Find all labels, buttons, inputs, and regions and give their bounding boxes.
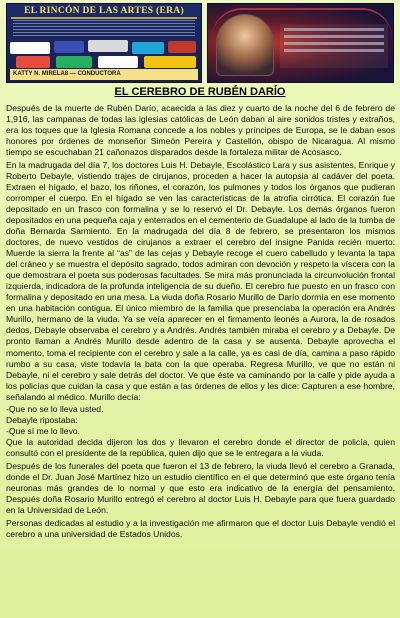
- sponsor-logo: [16, 56, 50, 68]
- sponsor-logo: [98, 56, 138, 68]
- article-body: [6, 103, 395, 541]
- sponsor-logo: [54, 41, 84, 53]
- portrait-image: [216, 14, 274, 76]
- article-paragraph: Personas dedicadas al estudio y a la investigación me afirmaron que el doctor Luis Debayle vendió el cerebro a una universidad de Estados Unidos.: [6, 517, 395, 539]
- article-paragraph: Después de los funerales del poeta que fueron el 13 de febrero, la viuda llevó el cerebro a Granada, donde el Dr. Juan José Martínez hizo un estudio científico en el que determinó que este órgano tenía neuronas más grandes de lo normal y que esto era indicativo de la energía del pensamiento. Después doña Rosario Murillo entregó el cerebro al doctor Luis H. Debayle para que fuera guardado en la Universidad de León.: [6, 461, 395, 516]
- sponsor-logo: [88, 40, 128, 52]
- dialogue-line: -Que no se lo lleva usted.: [6, 404, 104, 415]
- banner-footer: KATTY N. MIRELA8 — CONDUCTORA: [10, 69, 198, 80]
- article-heading: EL CEREBRO DE RUBÉN DARÍO: [114, 86, 286, 98]
- article-paragraph: Que la autoridad decida dijeron los dos y llevaron el cerebro donde el director de policía, quien consultó con el presidente de la república, quien dijo que se le entregara a la viuda.: [6, 437, 395, 459]
- sponsor-logos: [10, 40, 198, 68]
- dialogue-line: -Que sí me lo llevo.: [6, 426, 81, 437]
- article-paragraph: Después de la muerte de Rubén Darío, acaecida a las diez y cuarto de la noche del 6 de febrero de 1,916, las campanas de todas las iglesias católicas de León daban al aire sonidos tristes y extraños, era los toques que la Iglesia Romana concede a los nobles y príncipes de Europa, se le daban esos honores por órdenes de monseñor Simeón Pereira y Castellón, obispo de Nicaragua. Al mismo tiempo se escuchaban 21 cañonazos disparados desde la fortaleza militar de Acosasco.: [6, 103, 395, 158]
- sponsor-logo: [10, 42, 50, 54]
- sponsor-logo: [132, 42, 164, 54]
- banner-divider: [11, 17, 197, 19]
- portrait-banner: [207, 3, 394, 83]
- dialogue-line: Debayle ripostaba:: [6, 415, 78, 426]
- article-paragraph: En la madrugada del día 7, los doctores Luis H. Debayle, Escolástico Lara y sus asistentes, Enrique y Roberto Debayle, vistiendo trajes de cirujanos, proceden a hacer la autopsia al cadáver del poeta. Extraen el hígado, el bazo, los riñones, el corazón, los pulmones y todos los órganos que pudieran corromper el cuerpo. En el hígado se ven las características de la atrofia cirrótica. El corazón fue depositado en un frasco con formalina y se lo reservó el Dr. Debayle. Los demás órganos fueron depositados en una pequeña caja y enterrados en el cementerio de Guadalupe al lado de la tumba de doña Bernarda Sarmiento. En la madrugada del día 8 de febrero, se presentaron los mismos doctores, de nuevo vestidos de cirujanos a extraer el cerebro del insigne Panida recién muerto: Muerde la sierra la frente al “as” de las cejas y Debayle recoge el cuero cabelludo y levanta la tapa del cráneo y se muestra el depósito sagrado, todos admiran con devoción y respeto la víscera con la que demostrara el poeta sus poderosas facultades. Se mira más pronunciada la circunvolución frontal izquierda, indicadora de la profunda inteligencia de su dueño. El cerebro fue puesto en un frasco con formalina y depositado en una mesa. La viuda doña Rosario Murillo de Darío dormía en ese momento en una habitación contigua. El único miembro de la familia que presenciaba la operación era Andrés Murillo, hermano de la viuda. Ya se veía aparecer en el firmamento leonés a Aurora, la de rosados dedos, Debayle observaba el cerebro y a Andrés. Andrés también miraba el cerebro y a Debayle. De pronto llaman a Andrés Murillo desde adentro de la casa y se ausenta. Debayle aprovecha el momento, toma el recipiente con el cerebro y sale a la calle, ya es casi de día, camina a paso rápido rumbo a su casa, viste todavía la bata con la que operaba. Regresa Murillo, ve que no están ni Debayle, ni el cerebro y sale detrás del doctor. Ve que éste va caminando por la calle y pide ayuda a los policías que cuidan la casa y que están a las órdenes de ellos y les dice: Capturen a ese hombre, señalando al médico. Murillo decía:: [6, 159, 395, 402]
- banner-fineprint: [13, 20, 195, 38]
- portrait-caption: [280, 24, 388, 68]
- banner-title: EL RINCÓN DE LAS ARTES (ERA): [24, 6, 184, 16]
- sponsor-logo: [56, 56, 92, 68]
- header-banner: [6, 3, 394, 83]
- sponsor-logo: [168, 41, 196, 53]
- era-banner: [6, 3, 202, 83]
- sponsor-logo: [144, 56, 196, 68]
